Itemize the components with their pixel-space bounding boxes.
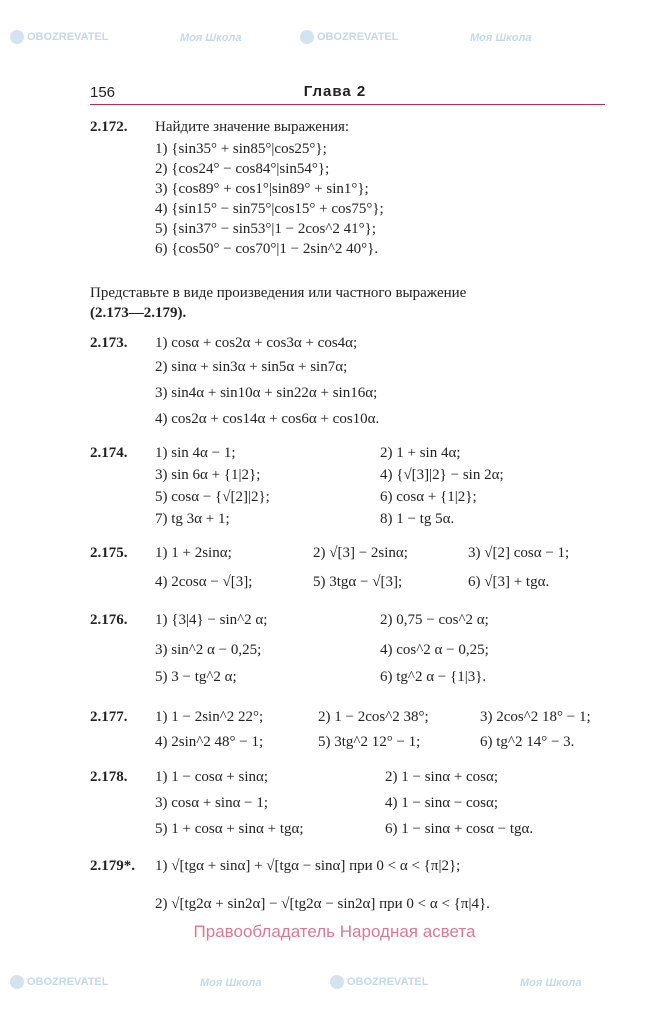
- watermark-logo-icon: [330, 975, 344, 989]
- watermark-logo-icon: [10, 975, 24, 989]
- exercise-item: 1) cosα + cos2α + cos3α + cos4α;: [155, 335, 358, 351]
- problem-number: 2.175.: [90, 545, 128, 561]
- exercise-item: 1) {3|4} − sin^2 α;: [155, 612, 268, 628]
- watermark-school: Моя Школа: [180, 32, 242, 44]
- intro-text: Представьте в виде произведения или частного выражение: [90, 285, 467, 301]
- exercise-item: 6) cosα + {1|2};: [380, 489, 477, 505]
- problem-title: Найдите значение выражения:: [155, 119, 350, 135]
- page-number: 156: [90, 84, 116, 101]
- exercise-item: 6) 1 − sinα + cosα − tgα.: [385, 821, 534, 837]
- watermark-brand-text: OBOZREVATEL: [347, 975, 429, 988]
- problem-number: 2.177.: [90, 709, 128, 725]
- intro-range: (2.173—2.179).: [90, 305, 187, 321]
- watermark-brand-text: OBOZREVATEL: [27, 975, 109, 988]
- watermark-brand-text: OBOZREVATEL: [317, 30, 399, 43]
- exercise-item: 2) 0,75 − cos^2 α;: [380, 612, 489, 628]
- watermark-brand: [330, 975, 428, 989]
- exercise-item: 4) 2sin^2 48° − 1;: [155, 734, 264, 750]
- chapter-title: Глава 2: [303, 83, 367, 100]
- watermark-brand: [10, 975, 108, 989]
- watermark-logo-icon: [300, 30, 314, 44]
- exercise-item: 5) cosα − {√[2]|2};: [155, 489, 270, 505]
- exercise-item: 2) {cos24° − cos84°|sin54°};: [155, 161, 330, 177]
- watermark-brand-text: OBOZREVATEL: [27, 30, 109, 43]
- exercise-item: 1) 1 − 2sin^2 22°;: [155, 709, 264, 725]
- watermark-school: Моя Школа: [200, 977, 262, 989]
- exercise-item: 4) 1 − sinα − cosα;: [385, 795, 499, 811]
- exercise-item: 2) √[tg2α + sin2α] − √[tg2α − sin2α] при 0 < α < {π|4}.: [155, 896, 490, 912]
- watermark-school: Моя Школа: [520, 977, 582, 989]
- problem-number: 2.174.: [90, 445, 128, 461]
- exercise-item: 2) 1 − 2cos^2 38°;: [318, 709, 429, 725]
- exercise-item: 4) cos2α + cos14α + cos6α + cos10α.: [155, 411, 380, 427]
- exercise-item: 5) {sin37° − sin53°|1 − 2cos^2 41°};: [155, 221, 377, 237]
- exercise-item: 6) tg^2 α − {1|3}.: [380, 669, 487, 685]
- copyright-footer: Правообладатель Народная асвета: [193, 922, 476, 941]
- exercise-item: 1) 1 − cosα + sinα;: [155, 769, 269, 785]
- exercise-item: 4) 2cosα − √[3];: [155, 574, 253, 590]
- exercise-item: 5) 3tg^2 12° − 1;: [318, 734, 421, 750]
- exercise-item: 7) tg 3α + 1;: [155, 511, 230, 527]
- exercise-item: 3) cosα + sinα − 1;: [155, 795, 269, 811]
- exercise-item: 2) 1 − sinα + cosα;: [385, 769, 499, 785]
- exercise-item: 1) 1 + 2sinα;: [155, 545, 232, 561]
- watermark-logo-icon: [10, 30, 24, 44]
- problem-number: 2.172.: [90, 119, 128, 135]
- header-divider: [90, 104, 605, 105]
- exercise-item: 3) sin^2 α − 0,25;: [155, 642, 262, 658]
- exercise-item: 8) 1 − tg 5α.: [380, 511, 455, 527]
- exercise-item: 3) √[2] cosα − 1;: [468, 545, 570, 561]
- exercise-item: 6) tg^2 14° − 3.: [480, 734, 575, 750]
- exercise-item: 3) {cos89° + cos1°|sin89° + sin1°};: [155, 181, 369, 197]
- exercise-item: 4) {sin15° − sin75°|cos15° + cos75°};: [155, 201, 384, 217]
- problem-number: 2.176.: [90, 612, 128, 628]
- exercise-item: 4) cos^2 α − 0,25;: [380, 642, 489, 658]
- problem-number: 2.173.: [90, 335, 128, 351]
- exercise-item: 3) sin 6α + {1|2};: [155, 467, 261, 483]
- exercise-item: 2) sinα + sin3α + sin5α + sin7α;: [155, 359, 348, 375]
- problem-number: 2.179*.: [90, 858, 135, 874]
- exercise-item: 3) sin4α + sin10α + sin22α + sin16α;: [155, 385, 378, 401]
- exercise-item: 2) 1 + sin 4α;: [380, 445, 461, 461]
- exercise-item: 5) 3tgα − √[3];: [313, 574, 403, 590]
- problem-number: 2.178.: [90, 769, 128, 785]
- watermark-school: Моя Школа: [470, 32, 532, 44]
- watermark-brand: [10, 30, 108, 44]
- exercise-item: 5) 3 − tg^2 α;: [155, 669, 237, 685]
- exercise-item: 2) √[3] − 2sinα;: [313, 545, 408, 561]
- exercise-item: 1) {sin35° + sin85°|cos25°};: [155, 141, 327, 157]
- watermark-brand: [300, 30, 398, 44]
- exercise-item: 6) √[3] + tgα.: [468, 574, 550, 590]
- exercise-item: 1) √[tgα + sinα] + √[tgα − sinα] при 0 < α < {π|2};: [155, 858, 461, 874]
- exercise-item: 6) {cos50° − cos70°|1 − 2sin^2 40°}.: [155, 241, 379, 257]
- exercise-item: 4) {√[3]|2} − sin 2α;: [380, 467, 504, 483]
- exercise-item: 5) 1 + cosα + sinα + tgα;: [155, 821, 304, 837]
- exercise-item: 3) 2cos^2 18° − 1;: [480, 709, 591, 725]
- exercise-item: 1) sin 4α − 1;: [155, 445, 236, 461]
